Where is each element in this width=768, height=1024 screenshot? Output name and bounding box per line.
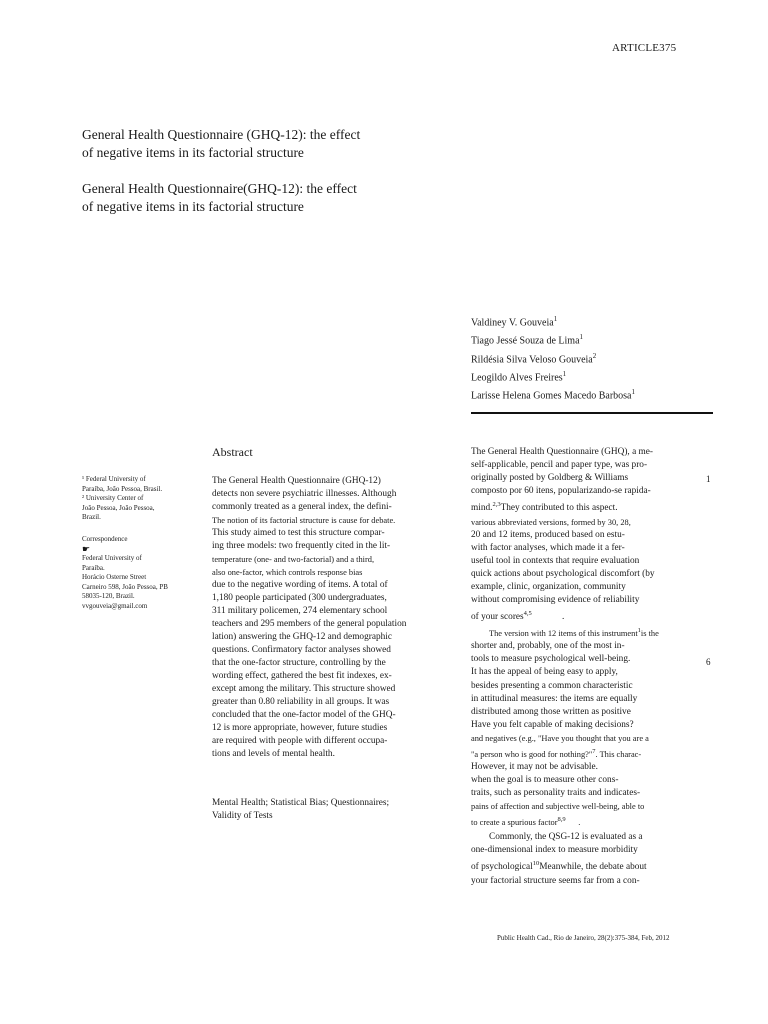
body-text: . This charac- xyxy=(595,749,642,759)
abstract-heading: Abstract xyxy=(212,445,253,459)
abstract-line: concluded that the one-factor model of the GHQ- xyxy=(212,710,396,720)
affiliation-1 xyxy=(82,475,182,494)
abstract-line: commonly treated as a general index, the defini- xyxy=(212,502,392,512)
affiliation-sidebar xyxy=(82,475,182,611)
citation-ref: 7 xyxy=(592,748,596,756)
author-affiliation-mark: 1 xyxy=(562,369,567,378)
abstract-line: 1,180 people participated (300 undergraduates, xyxy=(212,593,387,603)
author-name: Valdiney V. Gouveia xyxy=(471,317,554,329)
body-line xyxy=(471,624,696,640)
author-list xyxy=(471,312,635,404)
affiliation-line: Brazil. xyxy=(82,513,101,521)
pointing-hand-icon: ☛ xyxy=(82,544,91,554)
body-line: 20 and 12 items, produced based on estu- xyxy=(471,529,625,540)
abstract-line: lation) answering the GHQ-12 and demographic xyxy=(212,632,392,642)
citation-ref: 4,5 xyxy=(523,610,532,618)
title-line: General Health Questionnaire (GHQ-12): the effect xyxy=(82,127,361,142)
body-text: Meanwhile, the debate about xyxy=(539,862,647,873)
margin-note: 6 xyxy=(706,657,711,667)
body-line: originally posted by Goldberg & Williams xyxy=(471,473,629,484)
citation-ref: 1 xyxy=(637,627,641,635)
body-line: with factor analyses, which made it a fer- xyxy=(471,542,625,553)
body-line: besides presenting a common characteristic xyxy=(471,680,633,691)
abstract-line: temperature (one- and two-factorial) and a third, xyxy=(212,555,375,564)
body-line: It has the appeal of being easy to apply, xyxy=(471,667,618,678)
abstract-line: except among the military. This structure showed xyxy=(212,684,396,694)
body-line: composto por 60 itens, popularizando-se rapida- xyxy=(471,486,651,497)
body-text: of psychological xyxy=(471,862,533,873)
author xyxy=(471,367,635,385)
body-line: useful tool in contexts that require evaluation xyxy=(471,555,640,566)
body-line: various abbreviated versions, formed by 30, 28, xyxy=(471,517,631,527)
body-text: of your scores xyxy=(471,612,524,623)
author-affiliation-mark: 1 xyxy=(579,333,584,342)
abstract-line: ing three models: two frequently cited in the lit- xyxy=(212,541,391,551)
body-line xyxy=(471,745,696,761)
author-affiliation-mark: 1 xyxy=(553,315,558,323)
affiliation-line: Paraíba, João Pessoa, Brasil. xyxy=(82,484,163,493)
abstract-line: also one-factor, which controls response bias xyxy=(212,568,363,577)
body-line xyxy=(471,857,696,874)
title-line: of negative items in its factorial structure xyxy=(82,145,304,160)
body-line: your factorial structure seems far from a con- xyxy=(471,875,640,886)
body-line: one-dimensional index to measure morbidity xyxy=(471,845,638,856)
body-line: distributed among those written as positive xyxy=(471,706,631,717)
citation-ref: 2,3 xyxy=(492,501,501,509)
correspondence-line: 58035-120, Brazil. xyxy=(82,592,135,600)
affiliation-line: ² University Center of xyxy=(82,494,144,502)
author-name: Tiago Jessé Souza de Lima xyxy=(471,335,580,347)
body-line: tools to measure psychological well-being. xyxy=(471,654,631,665)
body-line: The General Health Questionnaire (GHQ), a me- xyxy=(471,447,653,457)
article-title-secondary xyxy=(82,180,422,216)
author-affiliation-mark: 1 xyxy=(631,388,635,397)
author-affiliation-mark: 2 xyxy=(592,351,597,360)
abstract-line: detects non severe psychiatric illnesses. Although xyxy=(212,489,397,499)
abstract-line: due to the negative wording of items. A total of xyxy=(212,580,388,590)
body-line: and negatives (e.g., "Have you thought that you are a xyxy=(471,733,649,743)
keywords-line: Mental Health; Statistical Bias; Questionnaires; xyxy=(212,798,390,808)
article-title-primary xyxy=(82,126,422,162)
body-text: "a person who is good for nothing?" xyxy=(471,749,593,759)
correspondence-line: Paraíba. xyxy=(82,563,105,572)
correspondence-label: Correspondence xyxy=(82,534,128,543)
correspondence-email[interactable]: vvgouveia@gmail.com xyxy=(82,601,148,610)
abstract-line: 12 is more appropriate, however, future studies xyxy=(212,723,388,733)
abstract-line: teachers and 295 members of the general population xyxy=(212,619,407,629)
citation-ref: 10 xyxy=(532,860,540,868)
body-line: self-applicable, pencil and paper type, was pro- xyxy=(471,460,648,471)
body-line xyxy=(471,813,696,829)
body-line: shorter and, probably, one of the most in- xyxy=(471,641,625,652)
body-line: in attitudinal measures: the items are equally xyxy=(471,693,638,704)
correspondence-line: Horácio Osterne Street xyxy=(82,573,147,581)
body-line: quick actions about psychological discomfort (by xyxy=(471,568,655,579)
correspondence-line: Federal University of xyxy=(82,554,142,562)
abstract-body xyxy=(212,475,434,761)
body-line: Commonly, the QSG-12 is evaluated as a xyxy=(489,832,643,843)
margin-note: 1 xyxy=(706,474,711,484)
body-text: mind. xyxy=(471,503,493,514)
affiliation-line: ¹ Federal University of xyxy=(82,475,146,483)
body-text: . xyxy=(562,612,565,623)
author-name: Rildésia Silva Veloso Gouveia xyxy=(471,353,593,365)
body-line xyxy=(471,607,696,624)
body-text: They contributed to this aspect. xyxy=(500,503,618,514)
body-line: when the goal is to measure other cons- xyxy=(471,775,619,786)
body-line: traits, such as personality traits and indicates- xyxy=(471,788,641,799)
abstract-line: are required with people with different occupa- xyxy=(212,736,388,746)
title-line: General Health Questionnaire(GHQ-12): the effect xyxy=(82,181,357,196)
body-text: . xyxy=(578,818,581,828)
title-line: of negative items in its factorial structure xyxy=(82,199,304,214)
author xyxy=(471,349,635,367)
body-line: Have you felt capable of making decisions? xyxy=(471,719,634,730)
article-number: ARTICLE375 xyxy=(612,42,677,54)
body-line xyxy=(471,498,696,515)
body-column xyxy=(471,446,696,888)
body-line: pains of affection and subjective well-being, able to xyxy=(471,802,645,812)
author-name: Leogildo Alves Freires xyxy=(471,372,563,384)
keywords xyxy=(212,797,434,823)
body-line: without compromising evidence of reliability xyxy=(471,595,640,606)
affiliation-line: João Pessoa, João Pessoa, xyxy=(82,503,155,512)
abstract-line: The General Health Questionnaire (GHQ-12) xyxy=(212,476,381,486)
abstract-line: questions. Confirmatory factor analyses showed xyxy=(212,645,391,655)
abstract-line: The notion of its factorial structure is cause for debate. xyxy=(212,516,396,525)
abstract-line: This study aimed to test this structure compar- xyxy=(212,528,385,538)
body-text: The version with 12 items of this instrument xyxy=(489,629,638,639)
author xyxy=(471,312,635,330)
section-divider xyxy=(471,412,713,414)
body-line: example, clinic, organization, community xyxy=(471,582,626,593)
keywords-line: Validity of Tests xyxy=(212,811,273,821)
body-text: to create a spurious factor xyxy=(471,818,558,828)
author xyxy=(471,330,635,348)
journal-footer-citation: Public Health Cad., Rio de Janeiro, 28(2):375-384, Feb, 2012 xyxy=(497,934,670,942)
body-text: is the xyxy=(640,629,659,639)
citation-ref: 8,9 xyxy=(557,816,566,824)
author-name: Larisse Helena Gomes Macedo Barbosa xyxy=(471,390,632,402)
abstract-line: 311 military policemen, 274 elementary school xyxy=(212,606,388,616)
affiliation-2 xyxy=(82,494,182,523)
abstract-line: greater than 0.80 reliability in all groups. It was xyxy=(212,697,390,707)
author xyxy=(471,385,635,403)
abstract-line: that the one-factor structure, controlling by the xyxy=(212,658,386,668)
abstract-line: wording effect, gathered the best fit indexes, ex- xyxy=(212,671,392,681)
abstract-line: tions and levels of mental health. xyxy=(212,749,335,759)
body-line: However, it may not be advisable. xyxy=(471,761,598,772)
correspondence-line: Carneiro 598, João Pessoa, PB xyxy=(82,582,168,591)
